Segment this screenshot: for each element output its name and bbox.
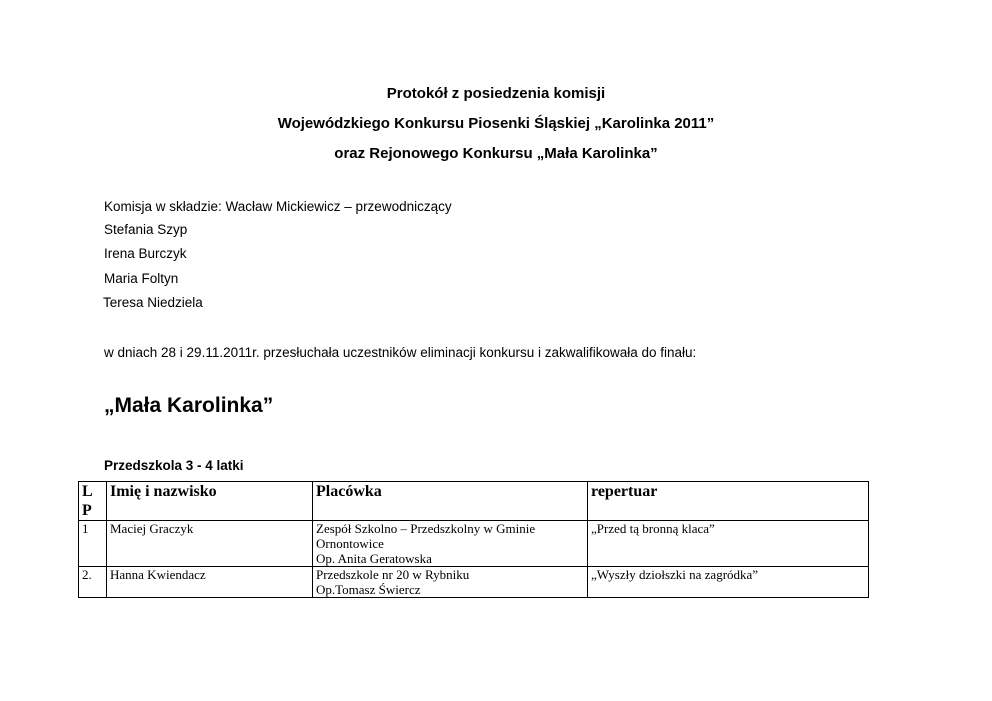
- column-header-lp: L P: [79, 482, 107, 521]
- cell-institution: Przedszkole nr 20 w Rybniku Op.Tomasz Świercz: [313, 567, 588, 598]
- column-header-name: Imię i nazwisko: [107, 482, 313, 521]
- column-header-repertoire: repertuar: [588, 482, 869, 521]
- cell-lp: 1: [79, 521, 107, 567]
- table-header-row: [79, 482, 869, 521]
- cell-institution: Zespół Szkolno – Przedszkolny w Gminie Ornontowice Op. Anita Geratowska: [313, 521, 588, 567]
- committee-member: Stefania Szyp: [104, 222, 188, 237]
- committee-member: Irena Burczyk: [104, 246, 187, 261]
- contest-title: Wojewódzkiego Konkursu Piosenki Śląskiej „Karolinka 2011”: [277, 115, 715, 132]
- column-header-institution: Placówka: [313, 482, 588, 521]
- committee-member: Maria Foltyn: [104, 271, 179, 286]
- table-row: [79, 521, 869, 567]
- cell-repertoire: „Wyszły dziołszki na zagródka”: [588, 567, 869, 598]
- cell-repertoire: „Przed tą bronną klaca”: [588, 521, 869, 567]
- qualification-statement: w dniach 28 i 29.11.2011r. przesłuchała uczestników eliminacji konkursu i zakwalifikowała do finału:: [104, 345, 697, 360]
- results-table: [78, 481, 869, 598]
- cell-name: Maciej Graczyk: [107, 521, 313, 567]
- committee-intro: Komisja w składzie: Wacław Mickiewicz – przewodniczący: [104, 199, 452, 214]
- table-row: [79, 567, 869, 598]
- committee-member: Teresa Niedziela: [103, 295, 203, 310]
- regional-contest-title: oraz Rejonowego Konkursu „Mała Karolinka”: [334, 145, 658, 162]
- category-heading: Przedszkola 3 - 4 latki: [104, 458, 244, 473]
- cell-lp: 2.: [79, 567, 107, 598]
- protocol-title: Protokół z posiedzenia komisji: [386, 85, 606, 102]
- cell-name: Hanna Kwiendacz: [107, 567, 313, 598]
- section-title: „Mała Karolinka”: [104, 394, 274, 417]
